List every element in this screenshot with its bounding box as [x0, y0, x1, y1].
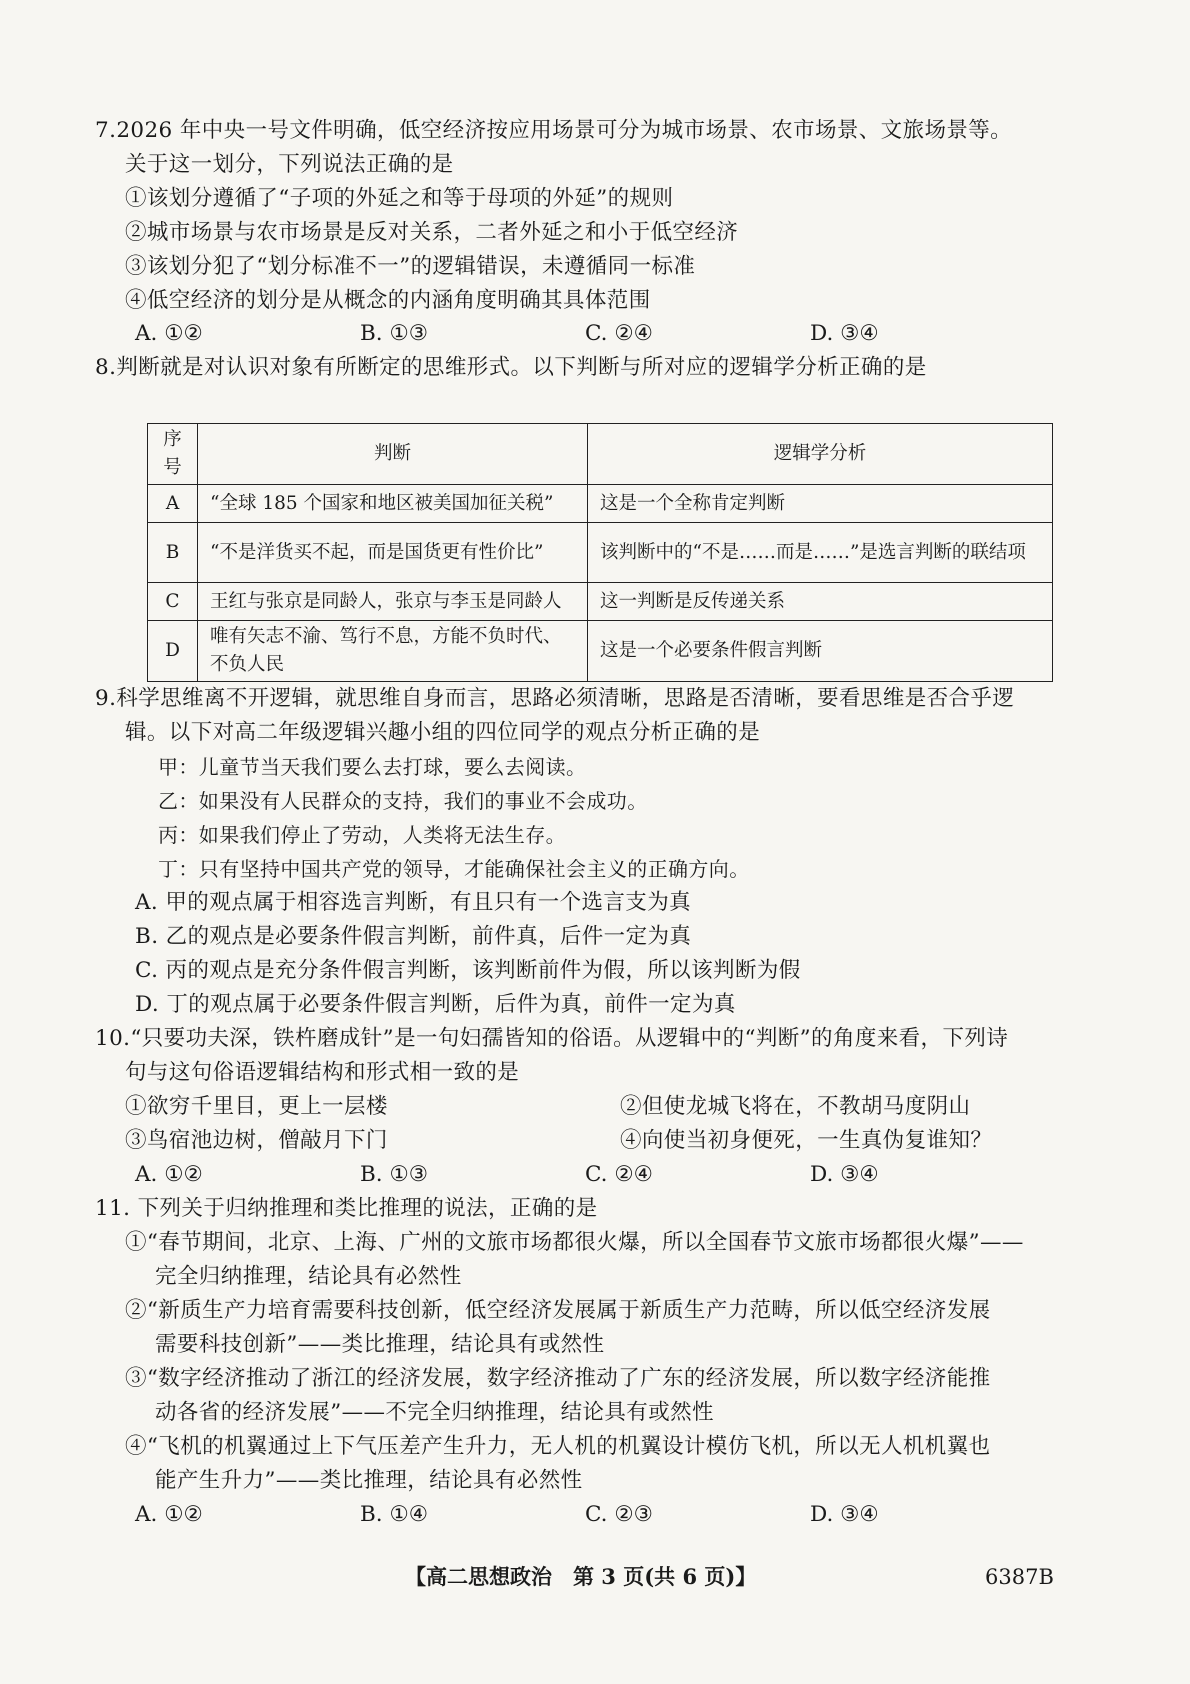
q9-option-c: C. 丙的观点是充分条件假言判断，该判断前件为假，所以该判断为假	[135, 958, 801, 983]
q7-option-b: B. ①③	[360, 321, 429, 346]
table-header-cell: 逻辑学分析	[588, 424, 1053, 485]
q10-item-3: ③鸟宿池边树，僧敲月下门	[125, 1128, 388, 1153]
table-cell: 王红与张京是同龄人，张京与李玉是同龄人	[198, 583, 588, 621]
q10-option-a: A. ①②	[135, 1162, 203, 1187]
q7-item-3: ③该划分犯了“划分标准不一”的逻辑错误，未遵循同一标准	[125, 254, 696, 279]
q10-item-2: ②但使龙城飞将在，不教胡马度阴山	[620, 1094, 971, 1119]
q7-stem-line2: 关于这一划分，下列说法正确的是	[125, 152, 454, 177]
table-row	[148, 583, 1053, 621]
q9-option-d: D. 丁的观点属于必要条件假言判断，后件为真，前件一定为真	[135, 992, 736, 1017]
q11-item-3-line1: ③“数字经济推动了浙江的经济发展，数字经济推动了广东的经济发展，所以数字经济能推	[125, 1366, 991, 1391]
q11-item-4-line2: 能产生升力”——类比推理，结论具有必然性	[155, 1468, 583, 1493]
paper-code: 6387B	[985, 1565, 1054, 1589]
q7-option-a: A. ①②	[135, 321, 203, 346]
q11-item-4-line1: ④“飞机的机翼通过上下气压差产生升力，无人机的机翼设计模仿飞机，所以无人机机翼也	[125, 1434, 991, 1459]
page-footer: 【高二思想政治 第 3 页(共 6 页)】	[405, 1564, 757, 1589]
q11-option-a: A. ①②	[135, 1502, 203, 1527]
table-cell: B	[148, 523, 198, 583]
q11-item-2-line2: 需要科技创新”——类比推理，结论具有或然性	[155, 1332, 605, 1357]
table-cell: 这一判断是反传递关系	[588, 583, 1053, 621]
table-row	[148, 523, 1053, 583]
table-cell: A	[148, 485, 198, 523]
table-row	[148, 621, 1053, 682]
table-cell: 这是一个必要条件假言判断	[588, 621, 1053, 682]
table-header-cell: 序号	[148, 424, 198, 485]
table-cell: “不是洋货买不起，而是国货更有性价比”	[198, 523, 588, 583]
judgment-table	[147, 423, 1053, 682]
q9-stem-line2: 辑。以下对高二年级逻辑兴趣小组的四位同学的观点分析正确的是	[125, 720, 761, 745]
q11-item-1-line1: ①“春节期间，北京、上海、广州的文旅市场都很火爆，所以全国春节文旅市场都很火爆”——	[125, 1230, 1024, 1255]
q11-stem: 11. 下列关于归纳推理和类比推理的说法，正确的是	[95, 1196, 598, 1221]
q10-item-4: ④向使当初身便死，一生真伪复谁知？	[620, 1128, 993, 1153]
q10-stem-line2: 句与这句俗语逻辑结构和形式相一致的是	[125, 1060, 520, 1085]
q9-view-bing: 丙：如果我们停止了劳动，人类将无法生存。	[158, 823, 566, 847]
q10-option-b: B. ①③	[360, 1162, 429, 1187]
table-cell: 该判断中的“不是……而是……”是选言判断的联结项	[588, 523, 1053, 583]
q7-item-4: ④低空经济的划分是从概念的内涵角度明确其具体范围	[125, 288, 651, 313]
q10-item-1: ①欲穷千里目，更上一层楼	[125, 1094, 388, 1119]
q9-stem-line1: 9.科学思维离不开逻辑，就思维自身而言，思路必须清晰，思路是否清晰，要看思维是否合乎逻	[95, 686, 1015, 711]
table-cell: 唯有矢志不渝、笃行不息，方能不负时代、不负人民	[198, 621, 588, 682]
table-cell: C	[148, 583, 198, 621]
q7-item-2: ②城市场景与农市场景是反对关系，二者外延之和小于低空经济	[125, 220, 739, 245]
q11-item-2-line1: ②“新质生产力培育需要科技创新，低空经济发展属于新质生产力范畴，所以低空经济发展	[125, 1298, 991, 1323]
q8-stem: 8.判断就是对认识对象有所断定的思维形式。以下判断与所对应的逻辑学分析正确的是	[95, 355, 927, 380]
q11-option-b: B. ①④	[360, 1502, 429, 1527]
table-cell: “全球 185 个国家和地区被美国加征关税”	[198, 485, 588, 523]
q7-option-c: C. ②④	[585, 321, 653, 346]
table-cell: D	[148, 621, 198, 682]
q9-option-b: B. 乙的观点是必要条件假言判断，前件真，后件一定为真	[135, 924, 692, 949]
q7-stem-line1: 7.2026 年中央一号文件明确，低空经济按应用场景可分为城市场景、农市场景、文旅场景等。	[95, 118, 1013, 143]
q11-item-3-line2: 动各省的经济发展”——不完全归纳推理，结论具有或然性	[155, 1400, 714, 1425]
table-cell: 这是一个全称肯定判断	[588, 485, 1053, 523]
q11-option-d: D. ③④	[810, 1502, 879, 1527]
q9-view-yi: 乙：如果没有人民群众的支持，我们的事业不会成功。	[158, 789, 648, 813]
q7-item-1: ①该划分遵循了“子项的外延之和等于母项的外延”的规则	[125, 186, 674, 211]
table-row	[148, 485, 1053, 523]
q10-option-c: C. ②④	[585, 1162, 653, 1187]
q11-option-c: C. ②③	[585, 1502, 653, 1527]
table-header-cell: 判断	[198, 424, 588, 485]
q10-option-d: D. ③④	[810, 1162, 879, 1187]
q9-option-a: A. 甲的观点属于相容选言判断，有且只有一个选言支为真	[135, 890, 691, 915]
q7-option-d: D. ③④	[810, 321, 879, 346]
q11-item-1-line2: 完全归纳推理，结论具有必然性	[155, 1264, 462, 1289]
table-header-row	[148, 424, 1053, 485]
q9-view-ding: 丁：只有坚持中国共产党的领导，才能确保社会主义的正确方向。	[158, 857, 750, 881]
q9-view-jia: 甲：儿童节当天我们要么去打球，要么去阅读。	[158, 755, 587, 779]
q10-stem-line1: 10.“只要功夫深，铁杵磨成针”是一句妇孺皆知的俗语。从逻辑中的“判断”的角度来看，下列诗	[95, 1026, 1009, 1051]
